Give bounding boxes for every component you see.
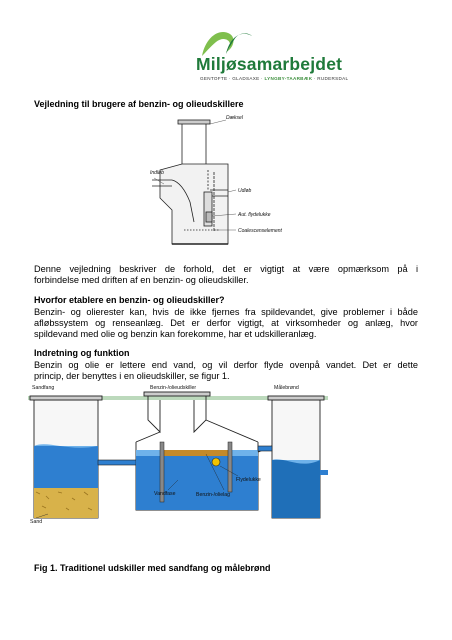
figure-label-separator: Benzin-/olieudskiller — [150, 385, 197, 391]
section-heading-why: Hvorfor etablere en benzin- og olieudskiller? — [34, 295, 225, 305]
paragraph-line: Benzin- og olierester kan, hvis de ikke fjernes fra spildevandet, give problemer i både — [34, 307, 418, 317]
diagram-label-valve: Aut. flydelukke — [238, 212, 271, 218]
diagram-label-outlet: Udløb — [238, 188, 252, 194]
separator-system-figure — [28, 380, 328, 525]
figure-label-sand: Sand — [30, 519, 43, 525]
diagram-label-top: Dæksel — [226, 115, 243, 121]
paragraph-line: Benzin og olie er lettere end vand, og vil derfor flyde ovenpå vandet. Det er dette — [34, 360, 418, 370]
intro-line: Denne vejledning beskriver de forhold, det er vigtigt at være opmærksom på i — [34, 264, 418, 274]
intro-paragraph — [34, 264, 418, 286]
separator-cross-section-diagram — [150, 112, 285, 247]
figure-label-oil-layer: Benzin-/olielag — [196, 492, 231, 498]
section-heading-function: Indretning og funktion — [34, 348, 130, 358]
diagram-label-coalescer: Coalescenselement — [238, 228, 282, 234]
document-title: Vejledning til brugere af benzin- og olieudskillere — [34, 99, 244, 109]
paragraph-line: spildevand med olie og benzin kan forekomme, har et udskilleranlæg. — [34, 329, 317, 340]
section-paragraph-why — [34, 307, 418, 341]
logo-subtitle: GENTOFTE · GLADSAXE · LYNGBY-TAARBÆK · RUDERSDAL — [200, 76, 349, 81]
diagram-label-inlet: Indløb — [150, 170, 164, 176]
logo — [196, 26, 422, 86]
paragraph-line: princip, der benyttes i en olieudskiller, se figur 1. — [34, 371, 230, 382]
figure-label-vandfase: Vandfase — [154, 491, 176, 497]
logo-text: Miljøsamarbejdet — [196, 54, 343, 74]
figure-label-sandfang: Sandfang — [32, 385, 55, 391]
figure-label-malebrond: Målebrønd — [274, 385, 299, 391]
figure-caption: Fig 1. Traditionel udskiller med sandfang og målebrønd — [34, 563, 271, 573]
figure-label-flydelukke: Flydelukke — [236, 477, 261, 483]
paragraph-line: afløbssystem og renseanlæg. Det er derfor vigtigt, at virksomheder og anlæg, hvor — [34, 318, 418, 329]
intro-line: forbindelse med driften af en benzin- og olieudskiller. — [34, 275, 249, 286]
